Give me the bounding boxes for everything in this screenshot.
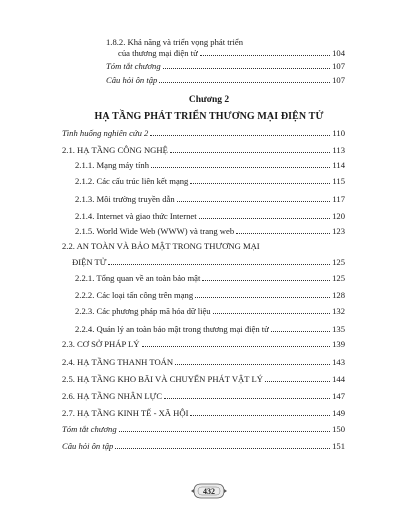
- toc-entry-text: 2.2.4. Quản lý an toàn bảo mật trong thương mại điện tử: [75, 324, 269, 334]
- toc-entry-text: 2.2.1. Tổng quan về an toàn bảo mật: [75, 273, 201, 283]
- dot-leader: [265, 381, 330, 382]
- dot-leader: [236, 233, 330, 234]
- toc-entry-text: 2.1.4. Internet và giao thức Internet: [75, 211, 197, 221]
- dot-leader: [213, 313, 331, 314]
- toc-entry-2-1-5: [75, 226, 345, 236]
- toc-entry-2-2-line1: 2.2. AN TOÀN VÀ BẢO MẬT TRONG THƯƠNG MẠI: [62, 241, 260, 251]
- toc-entry-text: 2.1. HẠ TẦNG CÔNG NGHỆ: [62, 145, 168, 155]
- toc-entry-text: 2.4. HẠ TẦNG THANH TOÁN: [62, 357, 174, 367]
- toc-entry-text: 2.2.3. Các phương pháp mã hóa dữ liệu: [75, 306, 211, 316]
- toc-page-number: 107: [332, 61, 345, 71]
- toc-page-number: 143: [332, 357, 345, 367]
- toc-entry-text: 2.7. HẠ TẦNG KINH TẾ - XÃ HỘI: [62, 408, 189, 418]
- chapter-label: Chương 2: [188, 95, 230, 105]
- dot-leader: [163, 68, 330, 69]
- toc-entry-2-1-1: [75, 160, 345, 170]
- dot-leader: [177, 201, 331, 202]
- toc-entry-text: 2.1.5. World Wide Web (WWW) và trang web: [75, 226, 235, 236]
- toc-page-number: 149: [332, 408, 345, 418]
- dot-leader: [142, 346, 331, 347]
- toc-entry-2-3: [62, 339, 345, 349]
- toc-page-number: 110: [332, 128, 345, 138]
- toc-page-number: 114: [332, 160, 345, 170]
- toc-entry-text: 2.6. HẠ TẦNG NHÂN LỰC: [62, 391, 163, 401]
- toc-entry-1-8-2-line1: 1.8.2. Khả năng và triển vọng phát triển: [106, 37, 243, 47]
- toc-page-number: 117: [332, 194, 345, 204]
- toc-entry-text: 2.3. CƠ SỞ PHÁP LÝ: [62, 339, 140, 349]
- toc-page-number: 125: [332, 273, 345, 283]
- dot-leader: [271, 331, 330, 332]
- page-number: 432: [203, 486, 215, 496]
- toc-entry-text: Câu hỏi ôn tập: [62, 441, 114, 451]
- toc-entry-2-1: [62, 145, 345, 155]
- toc-entry-2-7: [62, 408, 345, 418]
- dot-leader: [170, 152, 331, 153]
- dot-leader: [119, 431, 330, 432]
- toc-entry-text: 2.2.2. Các loại tấn công trên mạng: [75, 290, 194, 300]
- toc-entry-text: 2.1.1. Mạng máy tính: [75, 160, 149, 170]
- toc-entry-text: 2.1.3. Môi trường truyền dẫn: [75, 194, 175, 204]
- toc-page-number: 125: [332, 257, 345, 267]
- dot-leader: [108, 264, 330, 265]
- dot-leader: [199, 218, 331, 219]
- toc-page-number: 104: [332, 48, 345, 58]
- toc-page-number: 139: [332, 339, 345, 349]
- dot-leader: [150, 135, 330, 136]
- toc-page-number: 147: [332, 391, 345, 401]
- toc-page-number: 113: [332, 145, 345, 155]
- toc-entry-text: Tình huống nghiên cứu 2: [62, 128, 149, 138]
- toc-entry-2-2-2: [75, 290, 345, 300]
- toc-entry-2-1-4: [75, 211, 345, 221]
- dot-leader: [164, 398, 330, 399]
- chapter-title: HẠ TẦNG PHÁT TRIỂN THƯƠNG MẠI ĐIỆN TỬ: [94, 111, 324, 122]
- dot-leader: [151, 167, 330, 168]
- toc-entry-2-1-2: [75, 176, 345, 186]
- toc-entry-text: Câu hỏi ôn tập: [106, 75, 158, 85]
- toc-entry-case-study: [62, 128, 345, 138]
- dot-leader: [175, 364, 330, 365]
- page-number-badge: [190, 482, 228, 500]
- dot-leader: [200, 55, 330, 56]
- toc-entry-2-4: [62, 357, 345, 367]
- toc-page-number: 151: [332, 441, 345, 451]
- toc-entry-text: Tóm tắt chương: [62, 424, 117, 434]
- toc-entry-text: Tóm tắt chương: [106, 61, 161, 71]
- toc-entry-review-ch1: [106, 75, 345, 85]
- toc-page-number: 120: [332, 211, 345, 221]
- toc-entry-summary-ch2: [62, 424, 345, 434]
- dot-leader: [115, 448, 330, 449]
- dot-leader: [159, 82, 330, 83]
- dot-leader: [202, 280, 330, 281]
- toc-entry-summary-ch1: [106, 61, 345, 71]
- toc-entry-2-2-1: [75, 273, 345, 283]
- toc-page-number: 150: [332, 424, 345, 434]
- toc-entry-text: 2.5. HẠ TẦNG KHO BÃI VÀ CHUYỂN PHÁT VẬT LÝ: [62, 374, 263, 384]
- dot-leader: [190, 183, 330, 184]
- dot-leader: [190, 415, 330, 416]
- toc-entry-text: 2.1.2. Các cấu trúc liên kết mạng: [75, 176, 189, 186]
- toc-entry-2-1-3: [75, 194, 345, 204]
- dot-leader: [195, 297, 330, 298]
- toc-page-number: 132: [332, 306, 345, 316]
- toc-page-number: 115: [332, 176, 345, 186]
- toc-entry-2-6: [62, 391, 345, 401]
- toc-entry-2-5: [62, 374, 345, 384]
- toc-entry-text: ĐIỆN TỬ: [72, 257, 107, 267]
- toc-entry-2-2-4: [75, 324, 345, 334]
- toc-entry-1-8-2: [118, 48, 345, 58]
- toc-entry-text: của thương mại điện tử: [118, 48, 198, 58]
- toc-page-number: 123: [332, 226, 345, 236]
- toc-page-number: 128: [332, 290, 345, 300]
- toc-page-number: 144: [332, 374, 345, 384]
- toc-page-number: 135: [332, 324, 345, 334]
- toc-entry-2-2-3: [75, 306, 345, 316]
- toc-entry-2-2: [72, 257, 345, 267]
- toc-page-number: 107: [332, 75, 345, 85]
- toc-entry-review-ch2: [62, 441, 345, 451]
